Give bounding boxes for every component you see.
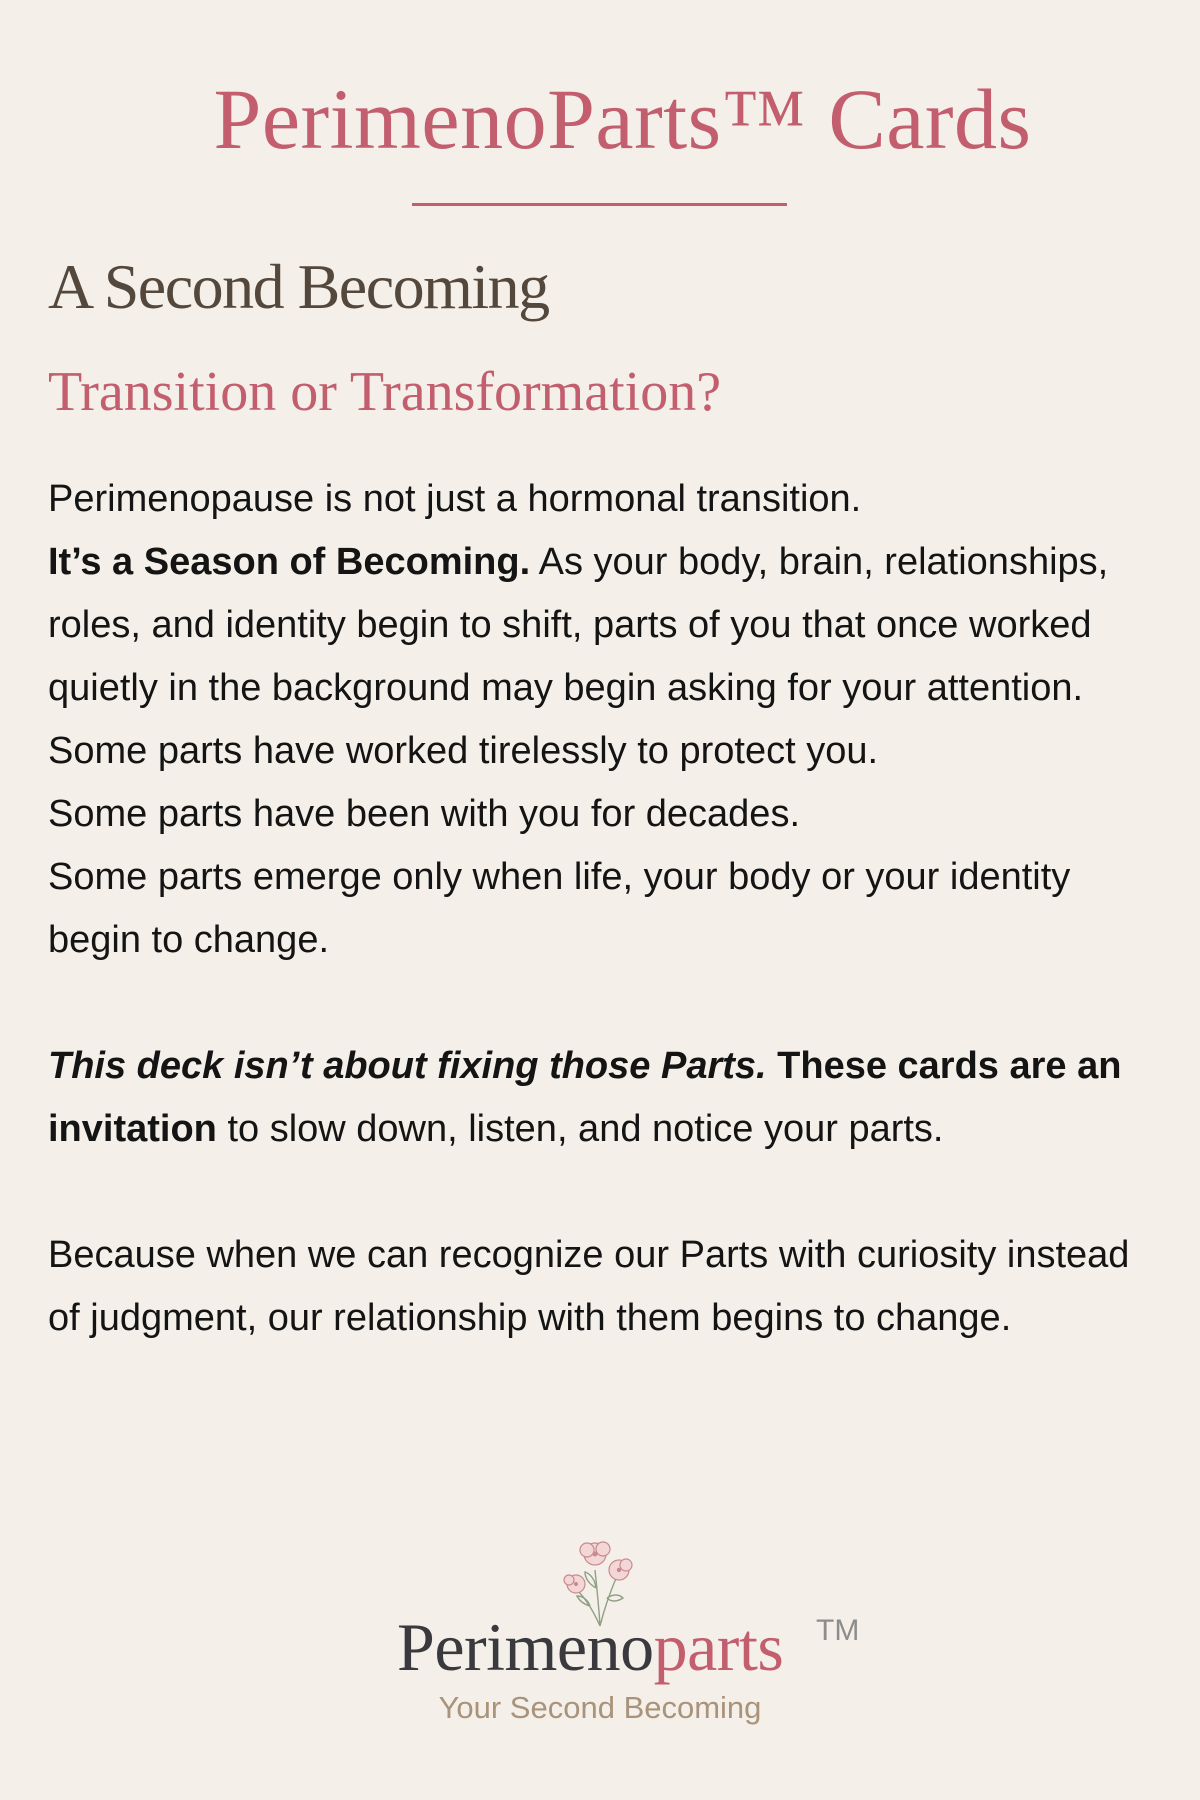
season-emphasis: It’s a Season of Becoming. <box>48 541 531 583</box>
page-subtitle: A Second Becoming <box>48 251 549 322</box>
deck-text: to slow down, listen, and notice your parts. <box>216 1108 944 1150</box>
paragraph-gap <box>48 1161 1158 1224</box>
section-heading: Transition or Transformation? <box>48 361 722 423</box>
page-title: PerimenoParts™ Cards <box>213 71 1032 167</box>
season-paragraph <box>48 531 1158 720</box>
deck-paragraph <box>48 1035 1158 1161</box>
body-text <box>48 468 1158 1350</box>
trademark-mark: TM <box>816 1614 860 1647</box>
logo-word-parts: parts <box>653 1609 784 1685</box>
brand-logo <box>0 1528 1200 1728</box>
season-text: As your body, brain, relationships, roles, and identity begin to shift, parts of you that once worked quietly in the background may begin asking for your attention. <box>48 541 1109 709</box>
emerge-line: Some parts emerge only when life, your body or your identity begin to change. <box>48 856 1071 961</box>
paragraph-gap <box>48 972 1158 1035</box>
deck-bold-emphasis: These cards are an invitation <box>48 1045 1122 1150</box>
logo-tagline: Your Second Becoming <box>438 1690 762 1725</box>
closing-paragraph: Because when we can recognize our Parts with curiosity instead of judgment, our relationship with them begins to change. <box>48 1234 1130 1339</box>
intro-line: Perimenopause is not just a hormonal transition. <box>48 478 862 520</box>
deck-italic-emphasis: This deck isn’t about fixing those Parts. <box>48 1045 767 1087</box>
protect-line: Some parts have worked tirelessly to protect you. <box>48 730 879 772</box>
decades-line: Some parts have been with you for decades. <box>48 793 801 835</box>
logo-word-perimeno: Perimeno <box>397 1609 654 1685</box>
title-divider <box>412 203 787 206</box>
logo-wordmark <box>397 1610 783 1685</box>
